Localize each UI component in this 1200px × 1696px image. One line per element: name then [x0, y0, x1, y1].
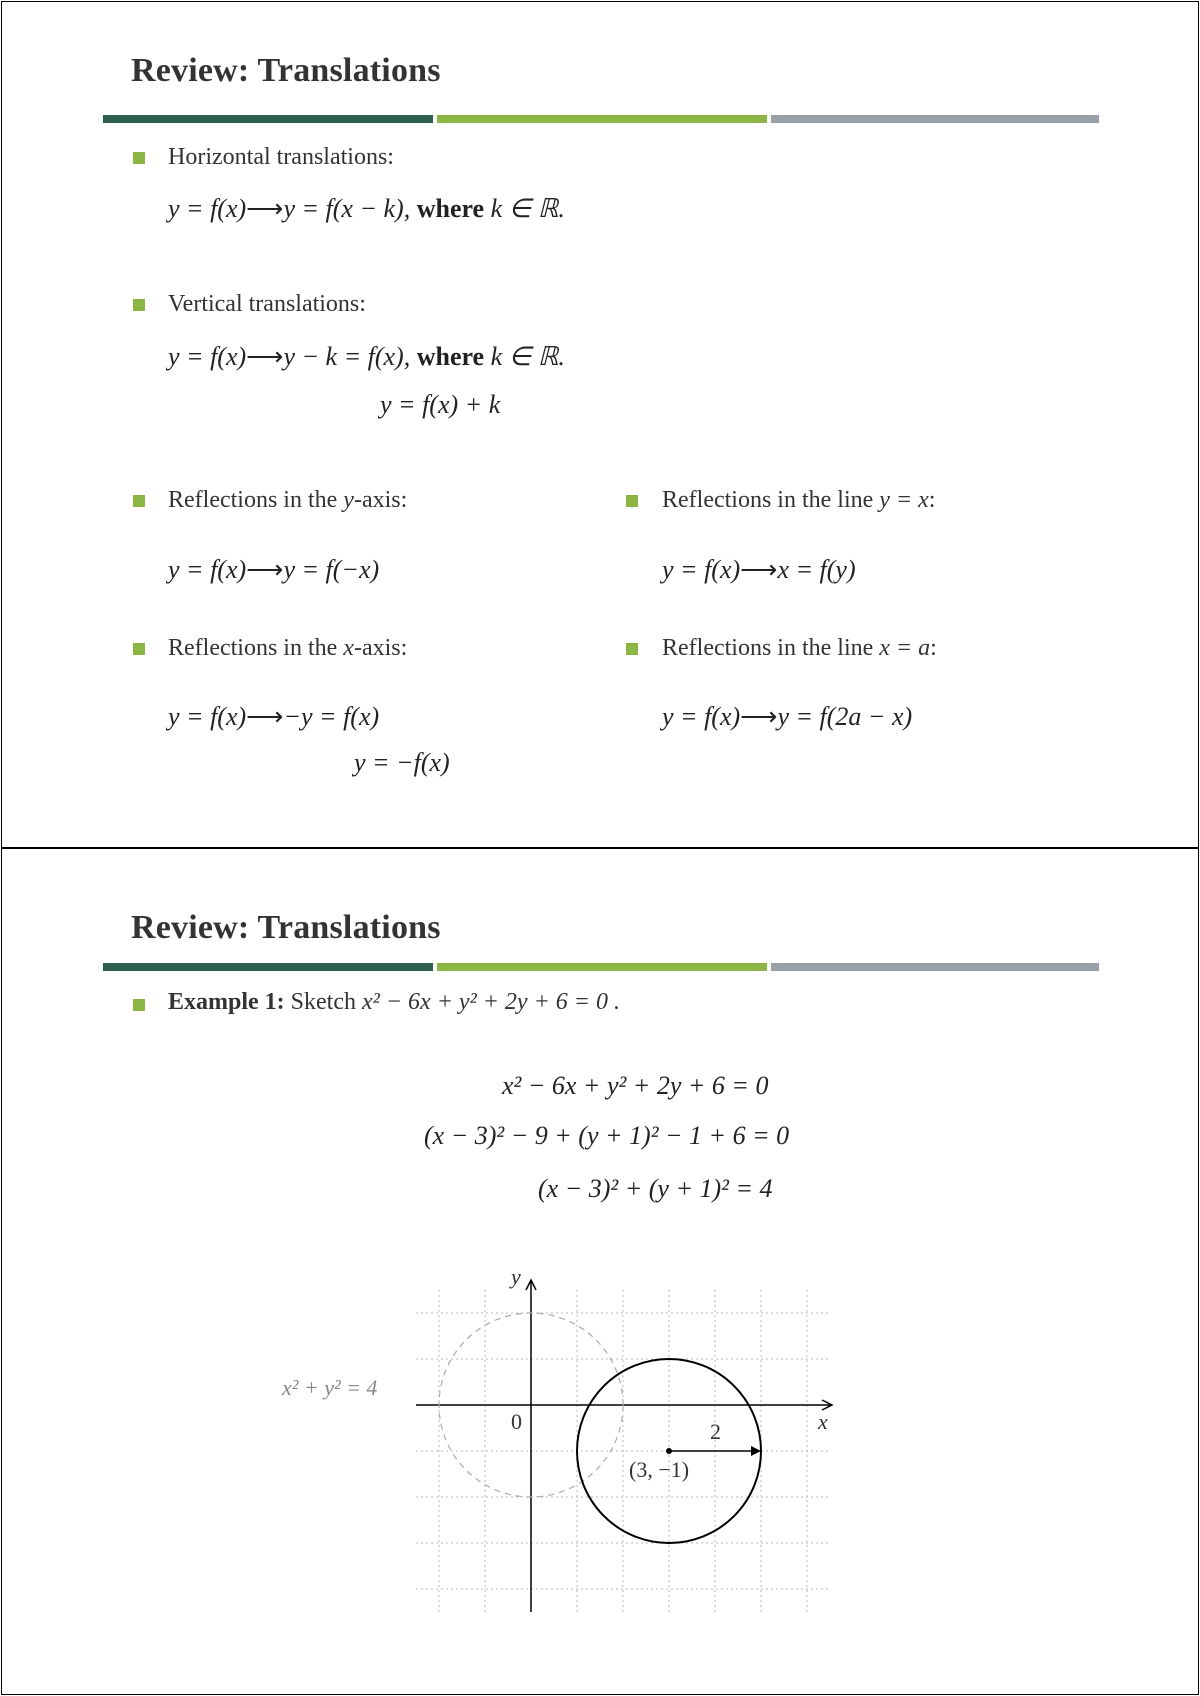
formula-condition: k ∈ ℝ.: [490, 342, 565, 371]
reflection-x-axis-label: [168, 635, 407, 662]
step-1: x² − 6x + y² + 2y + 6 = 0: [502, 1071, 769, 1100]
example-text: Sketch: [290, 989, 356, 1015]
formula-lhs: y = f(x): [168, 702, 247, 731]
bullet-square-icon: [133, 999, 145, 1011]
formula-lhs: y = f(x): [168, 342, 247, 371]
bullet-square-icon: [626, 495, 638, 507]
arrow-icon: ⟶: [740, 555, 778, 584]
reflection-line-yx-label: [662, 487, 935, 514]
formula-rhs: y = f(−x): [283, 555, 380, 584]
label-variable: y = x: [879, 487, 929, 513]
y-axis-label: y: [511, 1264, 521, 1289]
reflection-x-axis-formula: [168, 702, 379, 732]
label-text: -axis:: [353, 635, 408, 661]
rule-segment-gray: [771, 115, 1099, 123]
slide-2: [1, 848, 1199, 1695]
where-word: where: [416, 194, 485, 223]
label-text: -axis:: [353, 487, 408, 513]
formula-rhs: −y = f(x): [283, 702, 380, 731]
origin-label: 0: [511, 1409, 522, 1434]
radius-arrow-icon: [751, 1446, 761, 1456]
center-label: (3, −1): [629, 1457, 690, 1482]
label-text: Reflections in the line: [662, 487, 880, 513]
arrow-icon: ⟶: [246, 702, 284, 731]
bullet-square-icon: [626, 643, 638, 655]
step-2: (x − 3)² − 9 + (y + 1)² − 1 + 6 = 0: [424, 1121, 790, 1150]
bullet-square-icon: [133, 152, 145, 164]
label-text: Reflections in the: [168, 635, 344, 661]
label-variable: x = a: [879, 635, 931, 661]
reflection-line-xa-formula: [662, 702, 912, 732]
bullet-square-icon: [133, 643, 145, 655]
formula-lhs: y = f(x): [662, 555, 741, 584]
arrow-icon: ⟶: [246, 342, 284, 371]
slide-title: Review: Translations: [131, 909, 441, 946]
formula-lhs: y = f(x): [168, 555, 247, 584]
arrow-icon: ⟶: [246, 555, 284, 584]
vertical-formula-line2: y = f(x) + k: [380, 390, 501, 419]
label-variable: y: [343, 487, 354, 513]
circle-graph: [282, 1264, 828, 1584]
rule-segment-light-green: [437, 115, 767, 123]
reflection-x-axis-formula-line2: y = −f(x): [354, 748, 450, 777]
horizontal-translations-label: Horizontal translations:: [168, 144, 394, 170]
formula-rhs: y = f(x − k),: [283, 194, 411, 223]
horizontal-formula: [168, 194, 565, 224]
formula-condition: k ∈ ℝ.: [490, 194, 565, 223]
title-rule: [103, 115, 1099, 123]
reflection-line-yx-formula: [662, 555, 856, 585]
label-text: :: [930, 635, 937, 661]
rule-segment-gray: [771, 963, 1099, 971]
vertical-formula: [168, 342, 565, 372]
bullet-square-icon: [133, 299, 145, 311]
label-text: :: [928, 487, 936, 513]
rule-segment-dark-green: [103, 115, 433, 123]
example-equation: x² − 6x + y² + 2y + 6 = 0 .: [362, 989, 620, 1015]
formula-rhs: y − k = f(x),: [283, 342, 411, 371]
formula-rhs: y = f(2a − x): [777, 702, 913, 731]
label-text: Reflections in the: [168, 487, 344, 513]
formula-lhs: y = f(x): [168, 194, 247, 223]
vertical-translations-label: Vertical translations:: [168, 291, 366, 317]
reflection-line-xa-label: [662, 635, 937, 662]
slide-title: Review: Translations: [131, 52, 441, 89]
formula-rhs: x = f(y): [777, 555, 856, 584]
title-rule: [103, 963, 1099, 971]
arrow-icon: ⟶: [740, 702, 778, 731]
bullet-square-icon: [133, 495, 145, 507]
label-variable: x: [343, 635, 354, 661]
reflection-y-axis-label: [168, 487, 407, 514]
rule-segment-light-green: [437, 963, 767, 971]
arrow-icon: ⟶: [246, 194, 284, 223]
slide-1: [1, 1, 1199, 848]
step-3: (x − 3)² + (y + 1)² = 4: [538, 1174, 773, 1203]
example-1-heading: [168, 989, 620, 1016]
radius-label: 2: [710, 1419, 721, 1444]
rule-segment-dark-green: [103, 963, 433, 971]
reflection-y-axis-formula: [168, 555, 379, 585]
label-text: Reflections in the line: [662, 635, 880, 661]
dashed-circle-label: x² + y² = 4: [282, 1375, 378, 1400]
where-word: where: [416, 342, 485, 371]
x-axis-label: x: [818, 1409, 828, 1434]
example-label: Example 1:: [168, 989, 285, 1015]
formula-lhs: y = f(x): [662, 702, 741, 731]
